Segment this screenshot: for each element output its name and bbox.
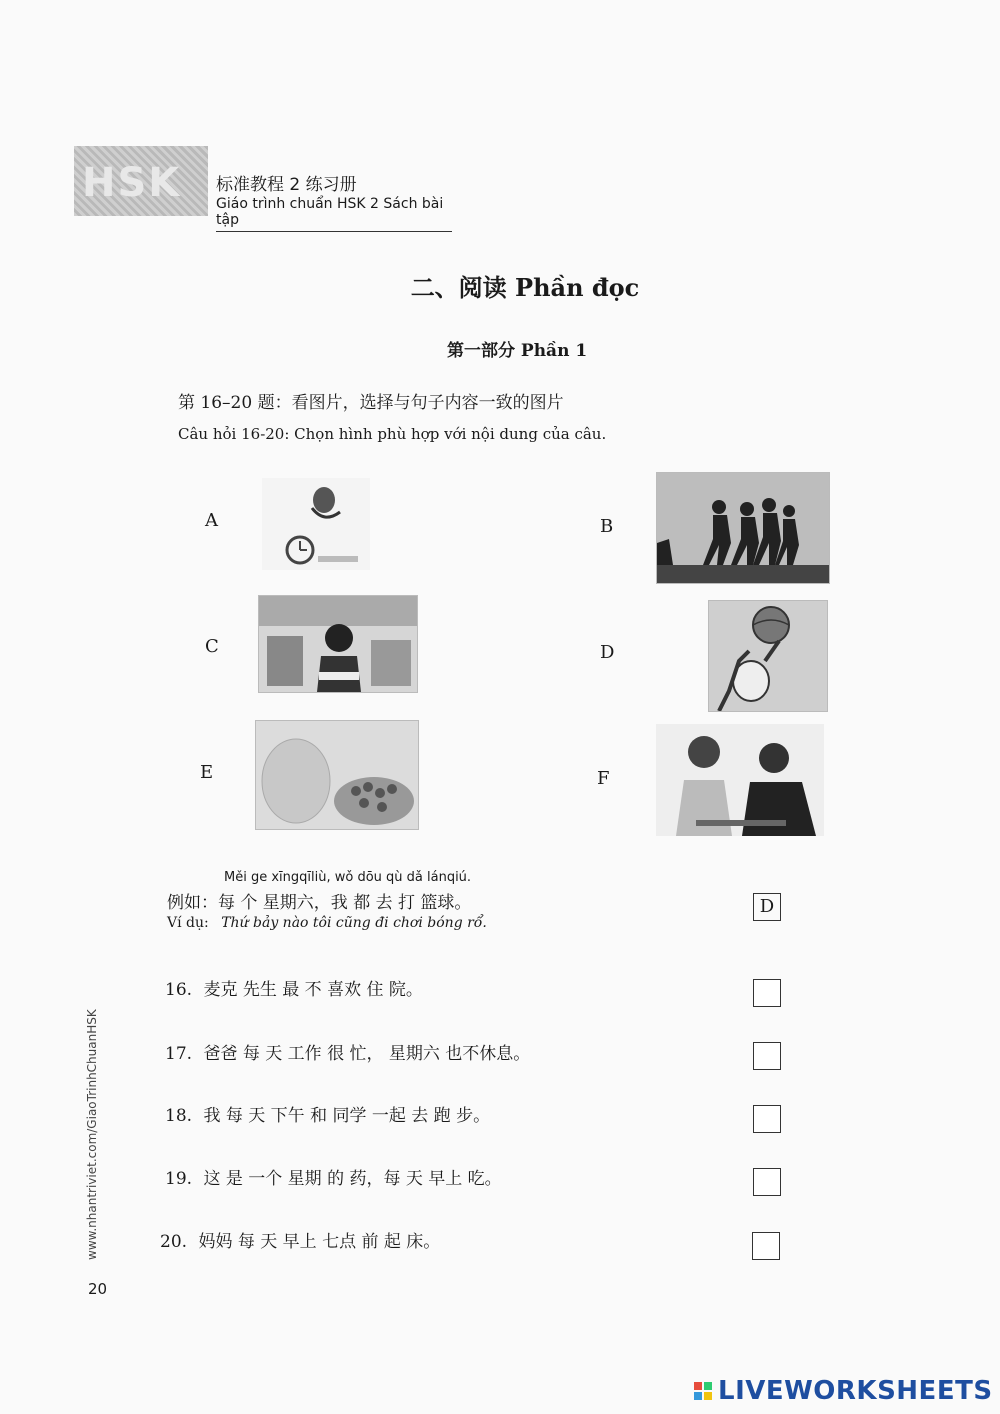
liveworksheets-text: LIVEWORKSHEETS xyxy=(718,1376,993,1406)
question-19 xyxy=(165,1164,502,1189)
doctor-patient-icon xyxy=(656,724,824,836)
question-text: 我 每 天 下午 和 同学 一起 去 跑 步。 xyxy=(203,1106,491,1126)
question-number: 20. xyxy=(160,1232,188,1252)
runners-icon xyxy=(657,473,829,583)
example-answer-box: D xyxy=(753,893,781,921)
part-title: 第一部分 Phần 1 xyxy=(447,341,588,361)
book-title-vi: Giáo trình chuẩn HSK 2 Sách bài tập xyxy=(216,196,452,232)
medicine-pills-photo xyxy=(255,720,419,830)
example-text-vi: Thứ bảy nào tôi cũng đi chơi bóng rổ. xyxy=(221,915,487,931)
basketball-player-icon xyxy=(709,601,827,711)
option-letter-d: D xyxy=(600,642,615,663)
example-pinyin: Měi ge xīngqīliù, wǒ dōu qù dǎ lánqiú. xyxy=(224,870,472,885)
page-number: 20 xyxy=(88,1280,108,1298)
hsk-logo xyxy=(74,146,208,216)
question-number: 19. xyxy=(165,1169,193,1189)
girl-alarm-clock-icon xyxy=(262,478,370,570)
liveworksheets-logo-icon xyxy=(694,1382,712,1400)
answer-box-17[interactable] xyxy=(753,1042,781,1070)
answer-box-16[interactable] xyxy=(753,979,781,1007)
example-sentence-vi xyxy=(167,915,487,931)
question-16 xyxy=(165,975,423,1000)
example-label-cn: 例如： xyxy=(167,893,218,913)
question-number: 18. xyxy=(165,1106,193,1126)
hsk-logo-text: HSK xyxy=(82,160,182,206)
question-20 xyxy=(160,1227,440,1252)
liveworksheets-brand xyxy=(694,1376,993,1406)
man-playing-basketball-photo xyxy=(708,600,828,712)
girl-waking-alarm-clock-photo xyxy=(262,478,370,570)
busy-office-worker-photo xyxy=(258,595,418,693)
question-number: 17. xyxy=(165,1044,193,1064)
question-18 xyxy=(165,1101,490,1126)
pills-icon xyxy=(256,721,418,829)
section-title: 二、阅读 Phần đọc xyxy=(410,273,640,302)
question-text: 这 是 一个 星期 的 药，每 天 早上 吃。 xyxy=(203,1169,502,1189)
office-worker-icon xyxy=(259,596,417,692)
option-letter-a: A xyxy=(205,510,218,531)
example-sentence-cn xyxy=(167,888,471,913)
people-running-silhouette-photo xyxy=(656,472,830,584)
example-label-vi: Ví dụ: xyxy=(167,915,209,931)
hospital-visit-photo xyxy=(656,724,824,836)
side-url: www.nhantriviet.com/GiaoTrinhChuanHSK xyxy=(85,1009,99,1260)
option-letter-b: B xyxy=(600,516,614,537)
answer-box-19[interactable] xyxy=(753,1168,781,1196)
question-number: 16. xyxy=(165,980,193,1000)
option-letter-f: F xyxy=(597,768,610,789)
instructions-cn: 第 16–20 题：看图片，选择与句子内容一致的图片 xyxy=(178,393,564,413)
instructions-vi: Câu hỏi 16-20: Chọn hình phù hợp với nội dung của câu. xyxy=(178,425,607,443)
answer-box-20[interactable] xyxy=(752,1232,780,1260)
option-letter-c: C xyxy=(205,636,219,657)
answer-box-18[interactable] xyxy=(753,1105,781,1133)
option-letter-e: E xyxy=(200,762,214,783)
question-text: 麦克 先生 最 不 喜欢 住 院。 xyxy=(203,980,423,1000)
question-text: 爸爸 每 天 工作 很 忙， 星期六 也不休息。 xyxy=(203,1044,531,1064)
example-text-cn: 每 个 星期六，我 都 去 打 篮球。 xyxy=(218,893,472,913)
question-text: 妈妈 每 天 早上 七点 前 起 床。 xyxy=(198,1232,441,1252)
book-title-cn: 标准教程 2 练习册 xyxy=(216,175,357,195)
question-17 xyxy=(165,1039,530,1064)
